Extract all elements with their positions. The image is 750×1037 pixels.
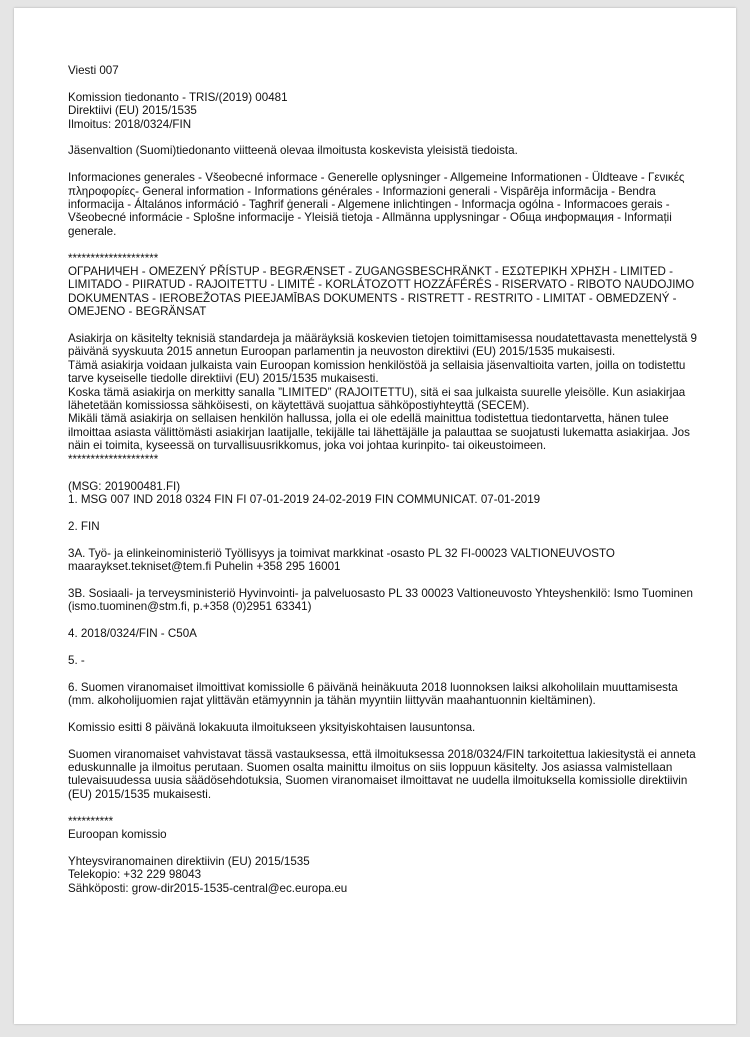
restricted-para-1: Asiakirja on käsitelty teknisiä standardeja ja määräyksiä koskevien tietojen toimittamisessa noudatettavasta menettelystä 9 päivänä syyskuuta 2015 annetun Euroopan parlamentin ja neuvoston direktiivi (EU) 2015/1535 mukaisesti. (68, 332, 697, 359)
msg-item-1: 1. MSG 007 IND 2018 0324 FIN FI 07-01-2019 24-02-2019 FIN COMMUNICAT. 07-01-2019 (68, 492, 541, 506)
restricted-para-4: Mikäli tämä asiakirja on sellaisen henkilön hallussa, jolla ei ole edellä mainittua todistettua tiedontarvetta, hänen tulee ilmoittaa asiasta välittömästi asiakirjan laatijalle, tekijälle tai lähettäjälle ja palauttaa se suojatusti lukematta asiakirjaa. Jos näin ei toimita, kyseessä on turvallisuusrikkomus, joka voi johtaa kurinpito- tai oikeustoimeen. (68, 412, 690, 453)
contact-title: Yhteysviranomainen direktiivin (EU) 2015/1535 (68, 854, 310, 868)
intro-text: Jäsenvaltion (Suomi)tiedonanto viitteenä olevaa ilmoitusta koskevista yleisistä tiedoista. (68, 144, 518, 158)
msg-item-4: 4. 2018/0324/FIN - C50A (68, 626, 197, 640)
contact-email: Sähköposti: grow-dir2015-1535-central@ec.europa.eu (68, 881, 348, 895)
msg-item-3a: 3A. Työ- ja elinkeinoministeriö Työllisyys ja toimivat markkinat -osasto PL 32 FI-00023 VALTIONEUVOSTO maaraykset.tekniset@tem.fi Puhelin +358 295 16001 (68, 546, 615, 573)
stars-separator-bottom: ******************** (68, 452, 159, 466)
restricted-para-2: Tämä asiakirja voidaan julkaista vain Euroopan komission henkilöstöä ja sellaisia jäsenvaltioita varten, joilla on todistettu tarve kyseiselle tiedolle direktiivi (EU) 2015/1535 mukaisesti. (68, 358, 686, 386)
msg-item-3b: 3B. Sosiaali- ja terveysministeriö Hyvinvointi- ja palveluosasto PL 33 00023 Valtioneuvosto Yhteyshenkilö: Ismo Tuominen (ismo.tuominen@stm.fi, p.+358 (0)2951 63341) (68, 586, 693, 614)
msg-id: (MSG: 201900481.FI) (68, 479, 181, 493)
msg-block (68, 480, 698, 507)
document-page (14, 8, 736, 1024)
msg-item-2: 2. FIN (68, 519, 100, 533)
commission-opinion-text: Komissio esitti 8 päivänä lokakuuta ilmoitukseen yksityiskohtaisen lausuntonsa. (68, 720, 476, 734)
notice-block (68, 91, 698, 131)
message-number: Viesti 007 (68, 64, 119, 77)
directive-ref: Direktiivi (EU) 2015/1535 (68, 104, 197, 118)
footer-block-2 (68, 855, 698, 895)
stars-separator-footer: ********** (68, 814, 114, 828)
restricted-block (68, 252, 698, 319)
document-content (68, 64, 698, 908)
restricted-text-block (68, 332, 698, 466)
confirmation-text: Suomen viranomaiset vahvistavat tässä vastauksessa, että ilmoituksessa 2018/0324/FIN tarkoitettua lakiesitystä ei anneta eduskunnalle ja ilmoitus perutaan. Suomen osalta mainittu ilmoitus on siis loppuun käsitelty. Jos asiassa valmistellaan tulevaisuudessa uusia säädösehdotuksia, Suomen viranomaiset ilmoittavat ne uudella ilmoituksella komissiolle direktiivin (EU) 2015/1535 mukaisesti. (68, 747, 696, 801)
footer-block-1 (68, 815, 698, 842)
restricted-labels: ОГРАНИЧЕН - OMEZENÝ PŘÍSTUP - BEGRÆNSET - ZUGANGSBESCHRÄNKT - ΕΣΩΤΕΡΙΚΗ ΧΡΗΣΗ - LIMITED - LIMITADO - PIIRATUD - RAJOITETTU - LIMITÉ - KORLÁTOZOTT HOZZÁFÉRÉS - RISERVATO - RIBOTO NAUDOJIMO DOKUMENTAS - IEROBEŽOTAS PIEEJAMĪBAS DOKUMENTS - RISTRETT - RESTRITO - LIMITAT - OBMEDZENÝ - OMEJENO - BEGRÄNSAT (68, 265, 695, 319)
msg-item-6: 6. Suomen viranomaiset ilmoittivat komissiolle 6 päivänä heinäkuuta 2018 luonnoksen laiksi alkoholilain muuttamisesta (mm. alkoholijuomien rajat ylittävän etämyynnin ja tähän myyntiin liittyvän maahantuonnin kieltäminen). (68, 680, 678, 707)
footer-org: Euroopan komissio (68, 827, 167, 841)
stars-separator-top: ******************** (68, 251, 159, 265)
restricted-para-3: Koska tämä asiakirja on merkitty sanalla ”LIMITED” (RAJOITETTU), sitä ei saa julkaista suurelle yleisölle. Kun asiakirjaa lähetetään komissiossa sähköisesti, on käytettävä suojattua sähköpostiyhteyttä (SECEM). (68, 385, 686, 413)
msg-item-5: 5. - (68, 653, 85, 667)
notification-ref: Ilmoitus: 2018/0324/FIN (68, 117, 192, 131)
contact-fax: Telekopio: +32 229 98043 (68, 868, 202, 882)
general-info-text: Informaciones generales - Všeobecné informace - Generelle oplysninger - Allgemeine Informationen - Üldteave - Γενικές πληροφορίες- General information - Informations générales - Informazioni generali - Vispārēja informācija - Bendra informacija - Általános információ - Tagħrif ġenerali - Algemene inlichtingen - Informacja ogólna - Informacoes gerais - Všeobecné informácie - Splošne informacije - Yleisiä tietoja - Allmänna upplysningar - Обща информация - Informații generale. (68, 171, 685, 238)
header-block (68, 64, 698, 77)
commission-notice: Komission tiedonanto - TRIS/(2019) 00481 (68, 90, 288, 104)
